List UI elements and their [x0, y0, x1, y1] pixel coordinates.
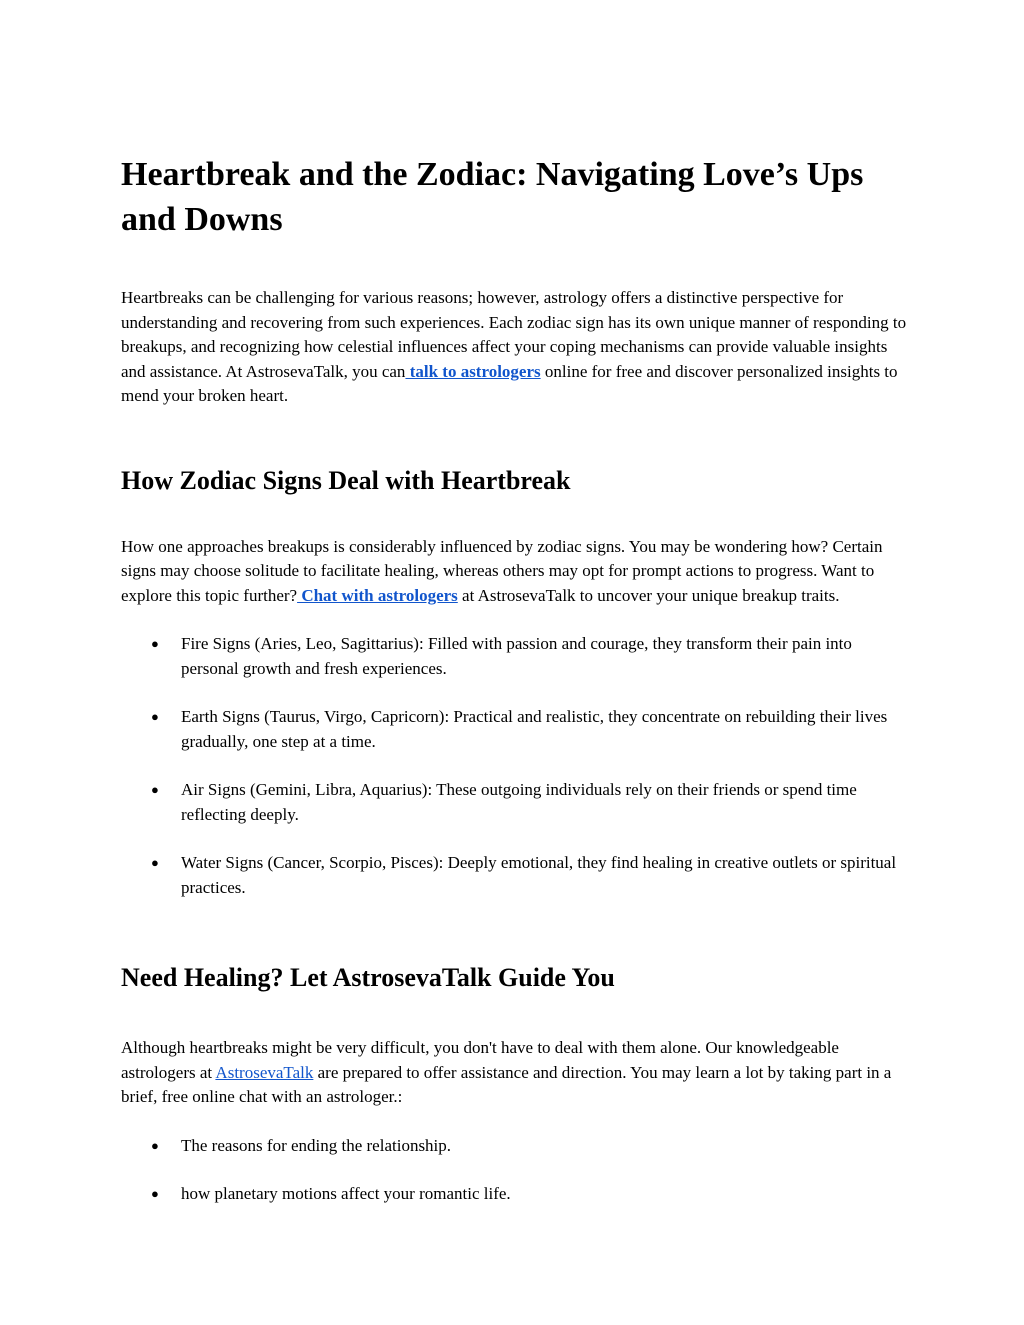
- bullet-icon: ●: [151, 1186, 159, 1201]
- section2-text-before-link: Although heartbreaks might be very difficult, you don't have to deal with them alone. Our knowledgeable astrologers at: [121, 1038, 839, 1082]
- list-item-text: Air Signs (Gemini, Libra, Aquarius): These outgoing individuals rely on their friends or spend time reflecting deeply.: [181, 780, 857, 824]
- list-item-text: how planetary motions affect your romantic life.: [181, 1184, 511, 1203]
- section2-text-after-link: are prepared to offer assistance and direction. You may learn a lot by taking part in a brief, free online chat with an astrologer.:: [121, 1062, 892, 1106]
- list-item-air-signs: [121, 778, 911, 827]
- chat-benefits-list: [121, 1134, 911, 1207]
- intro-text-after-link: online for free and discover personalized insights to mend your broken heart.: [121, 361, 898, 405]
- section-heading-need-healing: Need Healing? Let AstrosevaTalk Guide You: [121, 963, 615, 992]
- bullet-icon: ●: [151, 636, 159, 651]
- section1-text-after-link: at AstrosevaTalk to uncover your unique breakup traits.: [457, 585, 840, 605]
- intro-text-before-link: Heartbreaks can be challenging for various reasons; however, astrology offers a distinctive perspective for understanding and recovering from such experiences. Each zodiac sign has its own unique manner of responding to breakups, and recognizing how celestial influences affect your coping mechanisms can provide valuable insights and assistance. At AstrosevaTalk, you can: [121, 288, 907, 381]
- bullet-icon: ●: [151, 782, 159, 797]
- astrosevatalk-link[interactable]: AstrosevaTalk: [215, 1062, 314, 1082]
- list-item-relationship-reasons: [121, 1134, 911, 1159]
- page-title: Heartbreak and the Zodiac: Navigating Love’s Ups and Downs: [121, 156, 864, 238]
- list-item-water-signs: [121, 851, 911, 900]
- list-item-text: Earth Signs (Taurus, Virgo, Capricorn): Practical and realistic, they concentrate on rebuilding their lives gradually, one step at a time.: [181, 707, 888, 751]
- talk-to-astrologers-link[interactable]: talk to astrologers: [405, 361, 541, 381]
- bullet-icon: ●: [151, 709, 159, 724]
- section1-paragraph: [121, 535, 911, 609]
- section1-text-before-link: How one approaches breakups is considerably influenced by zodiac signs. You may be wondering how? Certain signs may choose solitude to facilitate healing, whereas others may opt for prompt actions to progress. Want to explore this topic further?: [121, 536, 883, 605]
- document-page: [121, 152, 911, 1207]
- section2-paragraph: [121, 1036, 911, 1110]
- bullet-icon: ●: [151, 1137, 159, 1153]
- chat-with-astrologers-link[interactable]: Chat with astrologers: [297, 585, 458, 605]
- list-item-fire-signs: [121, 632, 911, 681]
- list-item-text: Water Signs (Cancer, Scorpio, Pisces): Deeply emotional, they find healing in creative outlets or spiritual practices.: [181, 853, 897, 897]
- list-item-text: Fire Signs (Aries, Leo, Sagittarius): Filled with passion and courage, they transform their pain into personal growth and fresh experiences.: [181, 634, 852, 678]
- list-item-text: The reasons for ending the relationship.: [181, 1135, 452, 1155]
- section-heading-zodiac-signs: How Zodiac Signs Deal with Heartbreak: [121, 465, 571, 495]
- list-item-earth-signs: [121, 705, 911, 754]
- zodiac-elements-list: [121, 632, 911, 900]
- bullet-icon: ●: [151, 855, 159, 870]
- list-item-planetary-motions: [121, 1182, 911, 1207]
- intro-paragraph: [121, 286, 911, 409]
